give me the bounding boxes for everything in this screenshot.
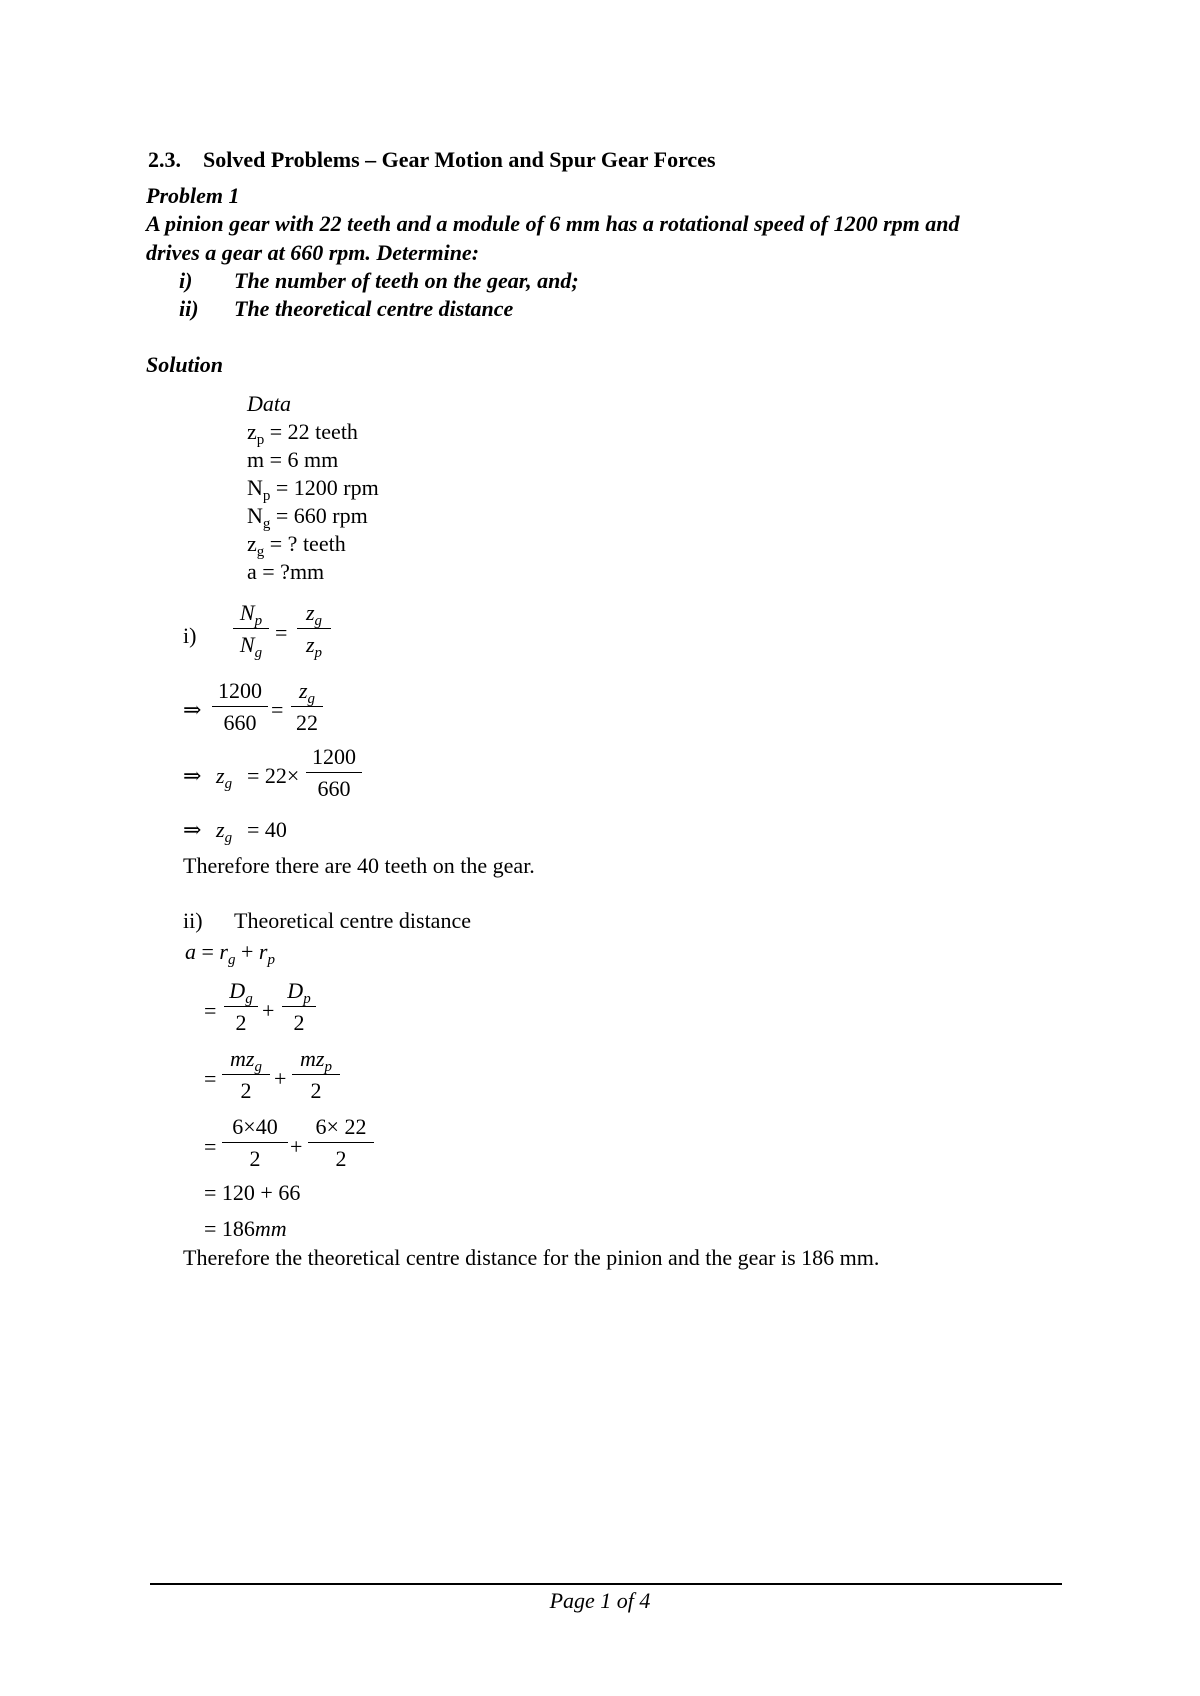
- math-var: mz: [230, 1046, 255, 1071]
- data-line: [247, 475, 379, 504]
- result-value: = 186: [204, 1216, 255, 1241]
- subscript: p: [314, 645, 323, 661]
- problem-item-number: i): [179, 268, 193, 293]
- data-var: N: [247, 503, 263, 528]
- problem-statement-line1: A pinion gear with 22 teeth and a module of 6 mm has a rotational speed of 1200 rpm and: [146, 211, 960, 236]
- data-var: z: [247, 531, 257, 556]
- subscript: g: [254, 1059, 262, 1075]
- footer-divider: [150, 1583, 1062, 1585]
- equation-rhs: = 40: [247, 817, 287, 842]
- denominator: 2: [335, 1146, 347, 1171]
- problem-title: Problem 1: [146, 183, 240, 208]
- denominator: 22: [296, 710, 318, 735]
- data-subscript: g: [256, 544, 265, 560]
- data-value: = 6 mm: [264, 447, 339, 472]
- data-value: = 660 rpm: [270, 503, 368, 528]
- denominator: 2: [235, 1010, 247, 1035]
- denominator: 2: [240, 1078, 252, 1103]
- math-var: D: [287, 978, 304, 1003]
- numerator: 1200: [218, 678, 262, 703]
- fraction: [297, 598, 331, 661]
- equation-lhs: [216, 763, 233, 792]
- fraction: [282, 976, 316, 1039]
- result-unit: mm: [254, 1216, 287, 1241]
- denominator: 2: [310, 1078, 322, 1103]
- numerator: 6×40: [232, 1114, 278, 1139]
- subscript: g: [224, 830, 233, 846]
- math-var: z: [216, 763, 225, 788]
- data-value: = ? teeth: [264, 531, 346, 556]
- subscript: p: [303, 991, 311, 1007]
- math-var: z: [216, 817, 225, 842]
- math-var: N: [239, 600, 255, 625]
- sum-step: = 120 + 66: [204, 1180, 301, 1205]
- data-line: [247, 531, 346, 560]
- fraction: [308, 1112, 374, 1175]
- page-number: Page 1 of 4: [549, 1588, 651, 1613]
- data-subscript: p: [262, 488, 271, 504]
- subscript: p: [324, 1059, 332, 1075]
- data-var: N: [247, 475, 263, 500]
- implies-arrow: ⇒: [183, 817, 202, 842]
- fraction: [212, 676, 268, 739]
- equals-sign: =: [275, 620, 288, 645]
- data-var: a: [247, 559, 257, 584]
- data-label: Data: [247, 391, 291, 416]
- math-var: r: [219, 939, 228, 964]
- data-var: z: [247, 419, 257, 444]
- fraction: [292, 1044, 340, 1107]
- subscript: g: [254, 645, 263, 661]
- part-ii-conclusion: Therefore the theoretical centre distance for the pinion and the gear is 186 mm.: [183, 1245, 880, 1270]
- equals-sign: =: [204, 998, 217, 1023]
- math-var: z: [305, 600, 315, 625]
- data-value: = ?mm: [256, 559, 325, 584]
- math-var: z: [298, 678, 308, 703]
- part-ii-title: Theoretical centre distance: [234, 908, 471, 933]
- centre-distance-definition: $a = r_g + r_p$: [185, 939, 275, 968]
- math-var: z: [305, 632, 315, 657]
- math-var: mz: [300, 1046, 325, 1071]
- problem-statement-line2: drives a gear at 660 rpm. Determine:: [146, 240, 480, 265]
- problem-item-number: ii): [179, 296, 199, 321]
- fraction: [224, 976, 258, 1039]
- problem-item-text: The number of teeth on the gear, and;: [234, 268, 579, 293]
- denominator: 2: [249, 1146, 261, 1171]
- equation-lhs: [216, 817, 233, 846]
- subscript: g: [314, 613, 323, 629]
- denominator: 2: [293, 1010, 305, 1035]
- equals-sign: =: [204, 1134, 217, 1159]
- data-value: = 22 teeth: [264, 419, 358, 444]
- fraction: [306, 742, 362, 805]
- data-line: [247, 503, 368, 532]
- implies-arrow: ⇒: [183, 763, 202, 788]
- subscript: g: [227, 952, 236, 968]
- fraction: [291, 676, 323, 739]
- subscript: g: [245, 991, 253, 1007]
- data-subscript: g: [262, 516, 271, 532]
- result-step: [204, 1216, 287, 1242]
- equals-sign: =: [204, 1066, 217, 1091]
- fraction: [222, 1044, 270, 1107]
- data-value: = 1200 rpm: [270, 475, 379, 500]
- data-subscript: p: [256, 432, 265, 448]
- plus-sign: +: [290, 1134, 303, 1159]
- data-line: [247, 559, 324, 585]
- plus-sign: +: [262, 998, 275, 1023]
- part-i-label: i): [183, 623, 197, 648]
- numerator: 1200: [312, 744, 356, 769]
- part-ii-label: ii): [183, 908, 203, 933]
- implies-arrow: ⇒: [183, 697, 202, 722]
- solution-label: Solution: [146, 352, 224, 377]
- numerator: 6× 22: [315, 1114, 367, 1139]
- math-var: N: [239, 632, 255, 657]
- equation-mid: = 22×: [247, 763, 300, 788]
- fraction: [222, 1112, 288, 1175]
- math-var: a: [185, 939, 196, 964]
- section-heading: 2.3. Solved Problems – Gear Motion and Spur Gear Forces: [148, 147, 716, 172]
- math-var: r: [258, 939, 268, 964]
- fraction: [233, 598, 269, 661]
- subscript: g: [224, 776, 233, 792]
- subscript: p: [254, 613, 263, 629]
- data-var: m: [247, 447, 265, 472]
- part-i-conclusion: Therefore there are 40 teeth on the gear.: [183, 853, 535, 878]
- data-line: [247, 447, 338, 473]
- problem-item-text: The theoretical centre distance: [234, 296, 514, 321]
- equals-sign: =: [271, 697, 284, 722]
- denominator: 660: [317, 776, 351, 801]
- denominator: 660: [223, 710, 257, 735]
- plus-sign: +: [274, 1066, 287, 1091]
- subscript: g: [307, 691, 316, 707]
- data-line: [247, 419, 358, 448]
- subscript: p: [267, 952, 275, 968]
- math-var: D: [229, 978, 246, 1003]
